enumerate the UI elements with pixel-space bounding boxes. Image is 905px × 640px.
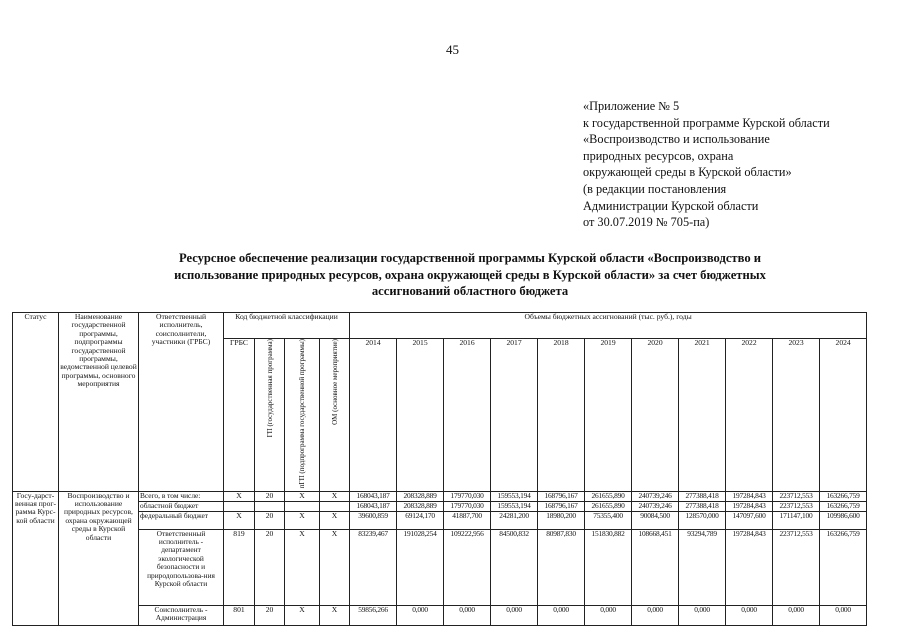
value-cell: 163266,759 xyxy=(820,529,867,605)
cell-pgp: X xyxy=(285,511,320,529)
value-cell: 24281,200 xyxy=(491,511,538,529)
program-name-cell: Воспроизводство и использование природных ресурсов, охрана окружающей среды в Курской области xyxy=(59,491,139,625)
value-cell: 0,000 xyxy=(538,605,585,625)
value-cell: 0,000 xyxy=(820,605,867,625)
value-cell: 208328,889 xyxy=(397,501,444,511)
header-budget-code: Код бюджетной классификации xyxy=(224,313,350,339)
header-year: 2014 xyxy=(350,339,397,492)
cell-pgp: X xyxy=(285,605,320,625)
appendix-line: (в редакции постановления xyxy=(583,181,727,196)
cell-om: X xyxy=(320,529,350,605)
header-status: Статус xyxy=(13,313,59,492)
value-cell: 0,000 xyxy=(444,605,491,625)
cell-pgp xyxy=(285,501,320,511)
header-year: 2017 xyxy=(491,339,538,492)
header-name: Наименование государственной программы, подпрограммы государственной программы, ведомственной целевой программы, основного мероприятия xyxy=(59,313,139,492)
cell-om xyxy=(320,501,350,511)
value-cell: 223712,553 xyxy=(773,501,820,511)
appendix-line: к государственной программе Курской области xyxy=(583,115,830,130)
value-cell: 159553,194 xyxy=(491,491,538,501)
header-gp-text: ГП (государственная программа) xyxy=(265,339,274,438)
value-cell: 159553,194 xyxy=(491,501,538,511)
value-cell: 90084,500 xyxy=(632,511,679,529)
value-cell: 168043,187 xyxy=(350,491,397,501)
appendix-line: «Приложение № 5 xyxy=(583,99,680,113)
title-line: Ресурсное обеспечение реализации государственной программы Курской области «Воспроизводство и xyxy=(178,251,762,265)
header-grbs: ГРБС xyxy=(224,339,255,492)
value-cell: 80987,830 xyxy=(538,529,585,605)
value-cell: 93294,789 xyxy=(679,529,726,605)
resource-table xyxy=(12,312,867,626)
row-label: Соисполнитель - Администрация xyxy=(139,605,224,625)
value-cell: 147097,600 xyxy=(726,511,773,529)
value-cell: 277388,418 xyxy=(679,491,726,501)
page-number: 45 xyxy=(446,42,459,57)
value-cell: 108668,451 xyxy=(632,529,679,605)
value-cell: 171147,100 xyxy=(773,511,820,529)
value-cell: 197284,843 xyxy=(726,501,773,511)
cell-gp xyxy=(255,501,285,511)
row-label: областной бюджет xyxy=(139,501,224,511)
header-year: 2018 xyxy=(538,339,585,492)
header-volumes: Объемы бюджетных ассигнований (тыс. руб.), годы xyxy=(350,313,867,339)
title-line: ассигнований областного бюджета xyxy=(371,284,569,298)
value-cell: 168043,187 xyxy=(350,501,397,511)
value-cell: 197284,843 xyxy=(726,529,773,605)
value-cell: 197284,843 xyxy=(726,491,773,501)
cell-pgp: X xyxy=(285,491,320,501)
cell-gp: 20 xyxy=(255,605,285,625)
cell-om: X xyxy=(320,491,350,501)
cell-grbs: 819 xyxy=(224,529,255,605)
cell-grbs: X xyxy=(224,491,255,501)
header-om xyxy=(320,339,350,492)
header-om-text: ОМ (основное мероприятие) xyxy=(330,339,339,425)
value-cell: 83239,467 xyxy=(350,529,397,605)
cell-gp: 20 xyxy=(255,529,285,605)
value-cell: 75355,400 xyxy=(585,511,632,529)
value-cell: 163266,759 xyxy=(820,501,867,511)
value-cell: 18980,200 xyxy=(538,511,585,529)
cell-gp: 20 xyxy=(255,511,285,529)
value-cell: 0,000 xyxy=(679,605,726,625)
value-cell: 0,000 xyxy=(632,605,679,625)
value-cell: 59856,266 xyxy=(350,605,397,625)
value-cell: 261655,890 xyxy=(585,491,632,501)
cell-om: X xyxy=(320,511,350,529)
value-cell: 39600,859 xyxy=(350,511,397,529)
value-cell: 168796,167 xyxy=(538,491,585,501)
header-year: 2020 xyxy=(632,339,679,492)
value-cell: 168796,167 xyxy=(538,501,585,511)
value-cell: 84500,832 xyxy=(491,529,538,605)
row-label: федеральный бюджет xyxy=(139,511,224,529)
value-cell: 0,000 xyxy=(491,605,538,625)
value-cell: 151830,882 xyxy=(585,529,632,605)
value-cell: 208328,889 xyxy=(397,491,444,501)
value-cell: 163266,759 xyxy=(820,491,867,501)
row-label: Ответственный исполнитель - департамент экологической безопасности и природопользова-ния Курской области xyxy=(139,529,224,605)
row-label: Всего, в том числе: xyxy=(139,491,224,501)
value-cell: 223712,553 xyxy=(773,491,820,501)
appendix-line: от 30.07.2019 № 705-па) xyxy=(583,215,710,230)
title-line: использование природных ресурсов, охрана окружающей среды в Курской области» за счет бюджетных xyxy=(174,267,766,282)
value-cell: 261655,890 xyxy=(585,501,632,511)
value-cell: 0,000 xyxy=(585,605,632,625)
value-cell: 69124,170 xyxy=(397,511,444,529)
header-pgp-text: пГП (подпрограмма государственной программы) xyxy=(298,339,306,489)
header-year: 2022 xyxy=(726,339,773,492)
value-cell: 109986,600 xyxy=(820,511,867,529)
value-cell: 41887,700 xyxy=(444,511,491,529)
status-cell: Госу-дарст-венная прог-рамма Курс-кой области xyxy=(13,491,59,625)
cell-pgp: X xyxy=(285,529,320,605)
value-cell: 277388,418 xyxy=(679,501,726,511)
cell-gp: 20 xyxy=(255,491,285,501)
appendix-line: окружающей среды в Курской области» xyxy=(583,165,792,180)
appendix-block xyxy=(583,98,830,231)
header-year: 2019 xyxy=(585,339,632,492)
cell-grbs: X xyxy=(224,511,255,529)
value-cell: 240739,246 xyxy=(632,501,679,511)
value-cell: 240739,246 xyxy=(632,491,679,501)
value-cell: 109222,956 xyxy=(444,529,491,605)
appendix-line: «Воспроизводство и использование xyxy=(583,132,770,147)
header-year: 2016 xyxy=(444,339,491,492)
header-year: 2021 xyxy=(679,339,726,492)
appendix-line: Администрации Курской области xyxy=(583,198,759,213)
value-cell: 223712,553 xyxy=(773,529,820,605)
header-year: 2024 xyxy=(820,339,867,492)
appendix-line: природных ресурсов, охрана xyxy=(583,148,734,163)
cell-grbs: 801 xyxy=(224,605,255,625)
header-year: 2015 xyxy=(397,339,444,492)
header-executor: Ответственный исполнитель, соисполнители, участники (ГРБС) xyxy=(139,313,224,492)
value-cell: 179770,030 xyxy=(444,501,491,511)
document-title xyxy=(120,250,820,300)
value-cell: 191028,254 xyxy=(397,529,444,605)
value-cell: 0,000 xyxy=(397,605,444,625)
value-cell: 128570,000 xyxy=(679,511,726,529)
value-cell: 0,000 xyxy=(773,605,820,625)
header-year: 2023 xyxy=(773,339,820,492)
header-pgp xyxy=(285,339,320,492)
value-cell: 0,000 xyxy=(726,605,773,625)
header-gp xyxy=(255,339,285,492)
value-cell: 179770,030 xyxy=(444,491,491,501)
cell-om: X xyxy=(320,605,350,625)
cell-grbs xyxy=(224,501,255,511)
